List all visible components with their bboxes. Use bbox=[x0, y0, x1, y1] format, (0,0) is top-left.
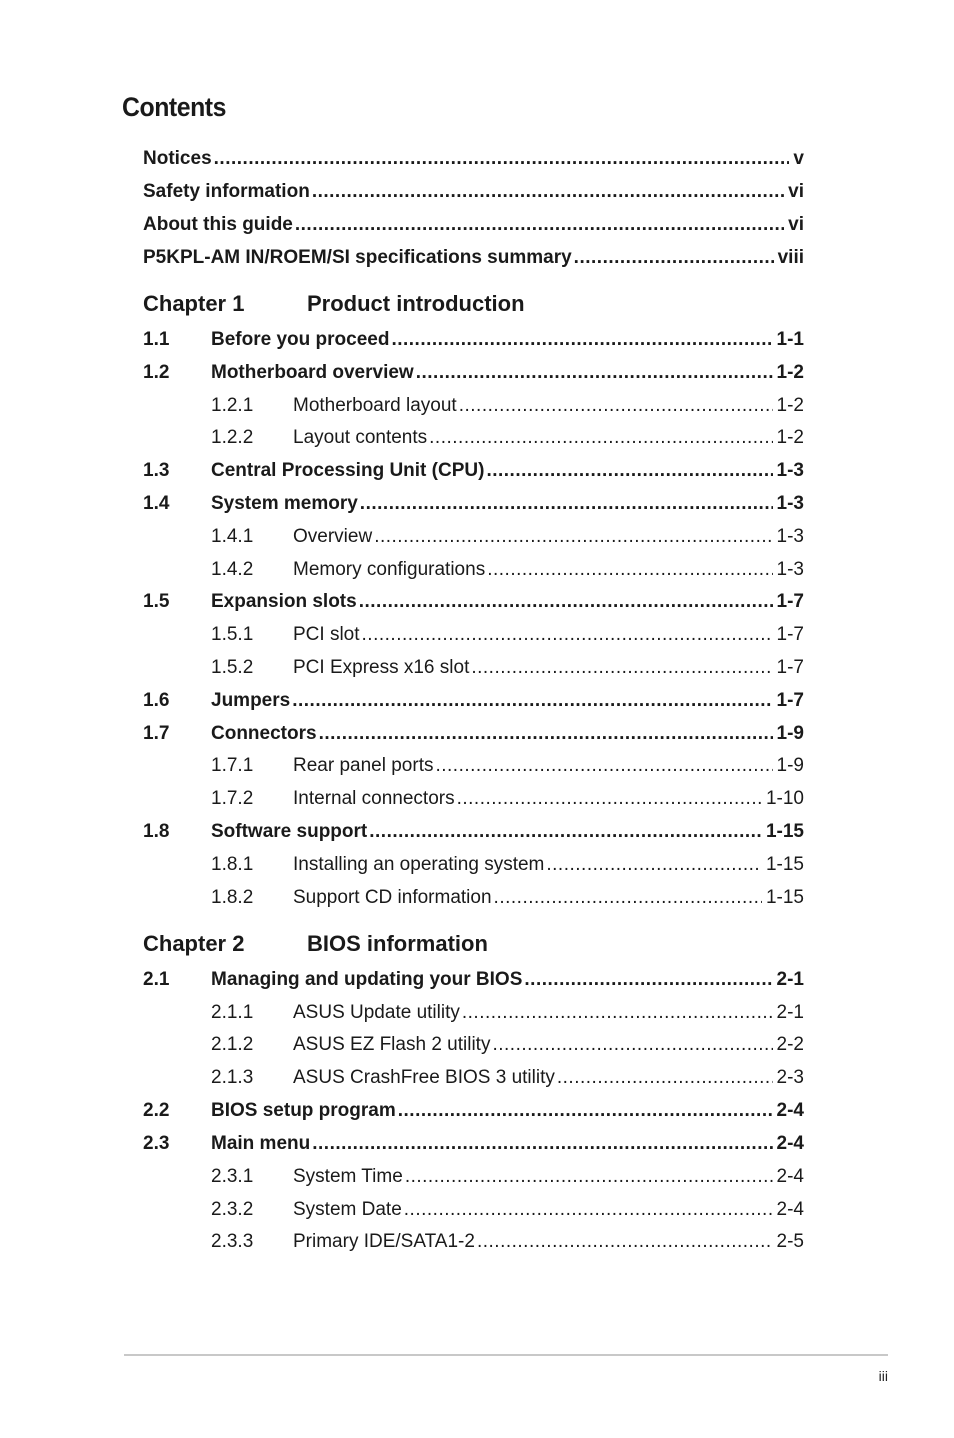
toc-entry-label: Managing and updating your BIOS bbox=[211, 969, 523, 990]
section-number: 1.7.2 bbox=[211, 788, 254, 809]
toc-entry-label: Primary IDE/SATA1-2 bbox=[293, 1231, 475, 1252]
toc-entry-label: About this guide bbox=[143, 214, 293, 235]
toc-entry-page: 2-1 bbox=[776, 1002, 804, 1023]
toc-entry-specifications-summary[interactable] bbox=[143, 243, 804, 269]
section-number: 1.6 bbox=[143, 690, 170, 711]
toc-entry-2-1-2[interactable] bbox=[143, 1030, 804, 1056]
chapter-2-heading[interactable] bbox=[143, 931, 488, 957]
toc-entry-page: 1-15 bbox=[765, 887, 804, 908]
toc-entry-page: 1-3 bbox=[776, 526, 804, 547]
toc-entry-label: ASUS EZ Flash 2 utility bbox=[293, 1034, 491, 1055]
section-number: 2.1.1 bbox=[211, 1002, 254, 1023]
toc-entry-page: 1-7 bbox=[776, 690, 804, 711]
toc-entry-1-5-2[interactable] bbox=[143, 653, 804, 679]
toc-entry-page: 1-2 bbox=[776, 427, 804, 448]
toc-entry-1-8-2[interactable] bbox=[143, 883, 804, 909]
section-number: 1.2.2 bbox=[211, 427, 254, 448]
page-title: Contents bbox=[122, 92, 226, 122]
toc-entry-label: Expansion slots bbox=[211, 591, 357, 612]
toc-entry-page: 1-3 bbox=[776, 559, 804, 580]
toc-entry-1-3[interactable] bbox=[143, 456, 804, 482]
section-number: 1.1 bbox=[143, 329, 170, 350]
section-number: 1.5 bbox=[143, 591, 170, 612]
chapter-title: Product introduction bbox=[307, 291, 525, 316]
toc-entry-label: ASUS Update utility bbox=[293, 1002, 460, 1023]
section-number: 1.8.1 bbox=[211, 854, 254, 875]
section-number: 1.3 bbox=[143, 460, 170, 481]
toc-entry-label: Support CD information bbox=[293, 887, 492, 908]
toc-entry-1-7-1[interactable] bbox=[143, 751, 804, 777]
section-number: 1.4.2 bbox=[211, 559, 254, 580]
toc-entry-label: ASUS CrashFree BIOS 3 utility bbox=[293, 1067, 555, 1088]
toc-entry-page: 1-15 bbox=[765, 821, 804, 842]
toc-entry-1-4-1[interactable] bbox=[143, 522, 804, 548]
footer-page-number: iii bbox=[878, 1368, 888, 1384]
footer-divider bbox=[124, 1354, 888, 1356]
toc-entry-label: Connectors bbox=[211, 723, 317, 744]
section-number: 1.4 bbox=[143, 493, 170, 514]
toc-entry-label: System Date bbox=[293, 1199, 402, 1220]
toc-entry-label: Main menu bbox=[211, 1133, 311, 1154]
toc-entry-notices[interactable] bbox=[143, 144, 804, 170]
toc-entry-page: 2-1 bbox=[776, 969, 804, 990]
toc-entry-page: 1-15 bbox=[765, 854, 804, 875]
section-number: 1.2 bbox=[143, 362, 170, 383]
toc-entry-1-7[interactable] bbox=[143, 719, 804, 745]
toc-entry-page: 2-4 bbox=[776, 1133, 804, 1154]
toc-entry-page: 1-2 bbox=[776, 395, 804, 416]
section-number: 2.3.1 bbox=[211, 1166, 254, 1187]
toc-entry-page: viii bbox=[777, 247, 804, 268]
section-number: 2.2 bbox=[143, 1100, 170, 1121]
section-number: 2.1.2 bbox=[211, 1034, 254, 1055]
toc-entry-label: P5KPL-AM IN/ROEM/SI specifications summary bbox=[143, 247, 572, 268]
toc-entry-page: 1-7 bbox=[776, 591, 804, 612]
section-number: 1.8.2 bbox=[211, 887, 254, 908]
toc-entry-page: v bbox=[793, 148, 804, 169]
toc-entry-1-7-2[interactable] bbox=[143, 784, 804, 810]
toc-entry-page: 1-3 bbox=[776, 493, 804, 514]
chapter-number: Chapter 2 bbox=[143, 931, 245, 956]
toc-entry-2-3-1[interactable] bbox=[143, 1162, 804, 1188]
toc-entry-page: 1-9 bbox=[776, 755, 804, 776]
section-number: 2.3 bbox=[143, 1133, 170, 1154]
toc-entry-page: 2-5 bbox=[776, 1231, 804, 1252]
toc-entry-1-2-2[interactable] bbox=[143, 423, 804, 449]
toc-entry-page: 1-7 bbox=[776, 657, 804, 678]
toc-entry-label: PCI Express x16 slot bbox=[293, 657, 470, 678]
toc-entry-page: 2-4 bbox=[776, 1100, 804, 1121]
toc-entry-label: Jumpers bbox=[211, 690, 291, 711]
toc-entry-page: 1-3 bbox=[776, 460, 804, 481]
section-number: 1.5.2 bbox=[211, 657, 254, 678]
toc-entry-page: 1-2 bbox=[776, 362, 804, 383]
toc-entry-page: vi bbox=[788, 214, 804, 235]
toc-entry-label: Layout contents bbox=[293, 427, 428, 448]
toc-entry-label: System memory bbox=[211, 493, 358, 514]
toc-entry-page: 1-10 bbox=[765, 788, 804, 809]
section-number: 1.8 bbox=[143, 821, 170, 842]
toc-entry-1-2[interactable] bbox=[143, 358, 804, 384]
toc-entry-1-6[interactable] bbox=[143, 686, 804, 712]
toc-entry-label: Rear panel ports bbox=[293, 755, 434, 776]
toc-entry-label: PCI slot bbox=[293, 624, 360, 645]
toc-entry-1-8[interactable] bbox=[143, 817, 804, 843]
toc-entry-page: 1-1 bbox=[776, 329, 804, 350]
chapter-title: BIOS information bbox=[307, 931, 488, 956]
toc-entry-2-1-3[interactable] bbox=[143, 1063, 804, 1089]
toc-entry-page: 2-3 bbox=[776, 1067, 804, 1088]
toc-entry-2-1-1[interactable] bbox=[143, 998, 804, 1024]
toc-entry-label: Motherboard layout bbox=[293, 395, 457, 416]
section-number: 1.2.1 bbox=[211, 395, 254, 416]
toc-entry-page: 2-4 bbox=[776, 1199, 804, 1220]
toc-entry-label: System Time bbox=[293, 1166, 403, 1187]
section-number: 2.1 bbox=[143, 969, 170, 990]
toc-entry-label: Safety information bbox=[143, 181, 310, 202]
section-number: 1.4.1 bbox=[211, 526, 254, 547]
toc-entry-label: Central Processing Unit (CPU) bbox=[211, 460, 485, 481]
toc-entry-1-4[interactable] bbox=[143, 489, 804, 515]
toc-entry-2-2[interactable] bbox=[143, 1096, 804, 1122]
section-number: 2.1.3 bbox=[211, 1067, 254, 1088]
toc-entry-label: BIOS setup program bbox=[211, 1100, 396, 1121]
section-number: 2.3.3 bbox=[211, 1231, 254, 1252]
toc-entry-label: Motherboard overview bbox=[211, 362, 414, 383]
toc-entry-page: 2-2 bbox=[776, 1034, 804, 1055]
toc-entry-2-3-2[interactable] bbox=[143, 1195, 804, 1221]
toc-entry-page: 1-7 bbox=[776, 624, 804, 645]
toc-entry-safety-information[interactable] bbox=[143, 177, 804, 203]
toc-entry-label: Notices bbox=[143, 148, 212, 169]
toc-entry-1-5[interactable] bbox=[143, 587, 804, 613]
toc-entry-label: Before you proceed bbox=[211, 329, 390, 350]
toc-entry-label: Software support bbox=[211, 821, 368, 842]
toc-entry-label: Overview bbox=[293, 526, 373, 547]
chapter-number: Chapter 1 bbox=[143, 291, 245, 316]
toc-entry-about-this-guide[interactable] bbox=[143, 210, 804, 236]
toc-entry-2-3-3[interactable] bbox=[143, 1227, 804, 1253]
toc-entry-2-3[interactable] bbox=[143, 1129, 804, 1155]
toc-entry-1-4-2[interactable] bbox=[143, 555, 804, 581]
toc-entry-page: 1-9 bbox=[776, 723, 804, 744]
section-number: 2.3.2 bbox=[211, 1199, 254, 1220]
section-number: 1.5.1 bbox=[211, 624, 254, 645]
toc-entry-1-5-1[interactable] bbox=[143, 620, 804, 646]
toc-entry-page: 2-4 bbox=[776, 1166, 804, 1187]
toc-entry-label: Internal connectors bbox=[293, 788, 455, 809]
toc-entry-page: vi bbox=[788, 181, 804, 202]
toc-entry-2-1[interactable] bbox=[143, 965, 804, 991]
toc-entry-1-1[interactable] bbox=[143, 325, 804, 351]
toc-entry-1-2-1[interactable] bbox=[143, 391, 804, 417]
toc-entry-label: Memory configurations bbox=[293, 559, 486, 580]
toc-entry-label: Installing an operating system bbox=[293, 854, 545, 875]
toc-entry-1-8-1[interactable] bbox=[143, 850, 804, 876]
chapter-1-heading[interactable] bbox=[143, 291, 525, 317]
section-number: 1.7 bbox=[143, 723, 170, 744]
section-number: 1.7.1 bbox=[211, 755, 254, 776]
